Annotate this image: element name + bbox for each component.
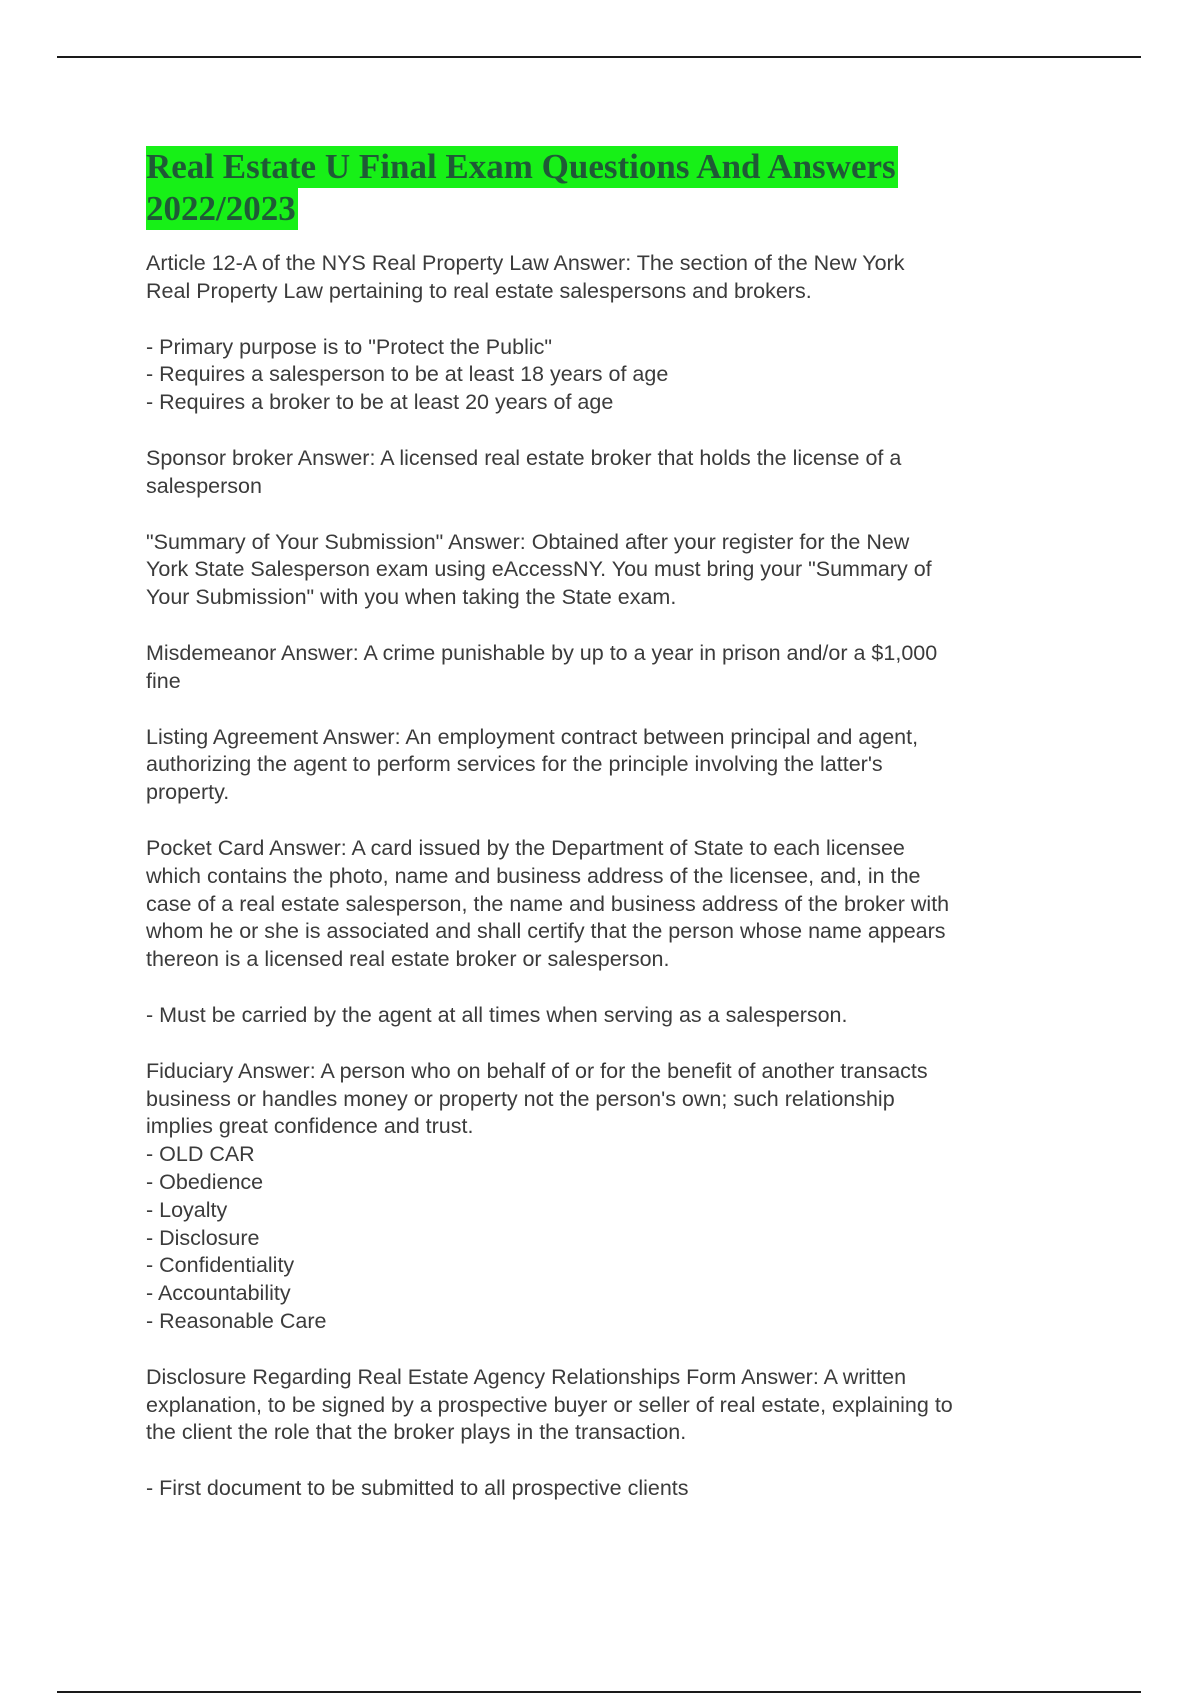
text-line: salesperson (146, 473, 262, 498)
text-line: Listing Agreement Answer: An employment contract between principal and agent, (146, 724, 919, 749)
text-line: Real Property Law pertaining to real estate salespersons and brokers. (146, 278, 812, 303)
bullet-line: - Requires a broker to be at least 20 years of age (146, 390, 614, 415)
title-line: Real Estate U Final Exam Questions And Answers (146, 147, 896, 186)
text-line: Pocket Card Answer: A card issued by the Department of State to each licensee (146, 835, 905, 860)
bullet-line: - Must be carried by the agent at all times when serving as a salesperson. (146, 1002, 848, 1027)
title-line: 2022/2023 (146, 189, 296, 228)
text-line: authorizing the agent to perform services for the principle involving the latter's (146, 752, 883, 777)
text-line: the client the role that the broker plays in the transaction. (146, 1420, 687, 1445)
entry-pocket-card-note (146, 1002, 1066, 1030)
bullet-line: - Disclosure (146, 1225, 260, 1250)
bullet-line: - Accountability (146, 1281, 291, 1306)
text-line: which contains the photo, name and business address of the licensee, and, in the (146, 863, 921, 888)
entry-pocket-card (146, 835, 1066, 974)
text-line: "Summary of Your Submission" Answer: Obtained after your register for the New (146, 529, 910, 554)
text-line: thereon is a licensed real estate broker or salesperson. (146, 947, 670, 972)
entry-listing-agreement (146, 724, 1066, 807)
entry-sponsor-broker (146, 445, 1066, 501)
entry-article-12a (146, 250, 1066, 306)
bullet-line: - Reasonable Care (146, 1308, 327, 1333)
bullet-line: - OLD CAR (146, 1142, 255, 1167)
text-line: property. (146, 780, 230, 805)
entry-disclosure-form-note (146, 1475, 1066, 1503)
entry-fiduciary (146, 1058, 1066, 1336)
document-body (146, 146, 1066, 1503)
entry-article-12a-bullets (146, 334, 1066, 417)
text-line: business or handles money or property not the person's own; such relationship (146, 1086, 895, 1111)
text-line: implies great confidence and trust. (146, 1114, 474, 1139)
text-line: Misdemeanor Answer: A crime punishable by up to a year in prison and/or a $1,000 (146, 640, 938, 665)
text-line: Sponsor broker Answer: A licensed real estate broker that holds the license of a (146, 445, 902, 470)
text-line: explanation, to be signed by a prospective buyer or seller of real estate, explaining to (146, 1392, 953, 1417)
text-line: fine (146, 668, 181, 693)
bullet-line: - Loyalty (146, 1197, 228, 1222)
bullet-line: - Confidentiality (146, 1253, 295, 1278)
text-line: Disclosure Regarding Real Estate Agency Relationships Form Answer: A written (146, 1364, 907, 1389)
text-line: Your Submission" with you when taking the State exam. (146, 585, 677, 610)
text-line: Article 12-A of the NYS Real Property Law Answer: The section of the New York (146, 251, 905, 275)
text-line: case of a real estate salesperson, the name and business address of the broker with (146, 891, 950, 916)
bullet-line: - First document to be submitted to all prospective clients (146, 1476, 689, 1501)
entry-summary-of-submission (146, 529, 1066, 612)
top-rule (57, 56, 1141, 58)
entry-misdemeanor (146, 640, 1066, 696)
page-title (146, 146, 1066, 230)
text-line: York State Salesperson exam using eAccessNY. You must bring your "Summary of (146, 557, 932, 582)
bullet-line: - Obedience (146, 1169, 264, 1194)
bottom-rule (57, 1691, 1141, 1693)
entry-disclosure-form (146, 1364, 1066, 1447)
text-line: whom he or she is associated and shall certify that the person whose name appears (146, 919, 946, 944)
bullet-line: - Primary purpose is to "Protect the Public" (146, 334, 553, 359)
text-line: Fiduciary Answer: A person who on behalf of or for the benefit of another transacts (146, 1058, 928, 1083)
bullet-line: - Requires a salesperson to be at least 18 years of age (146, 362, 669, 387)
